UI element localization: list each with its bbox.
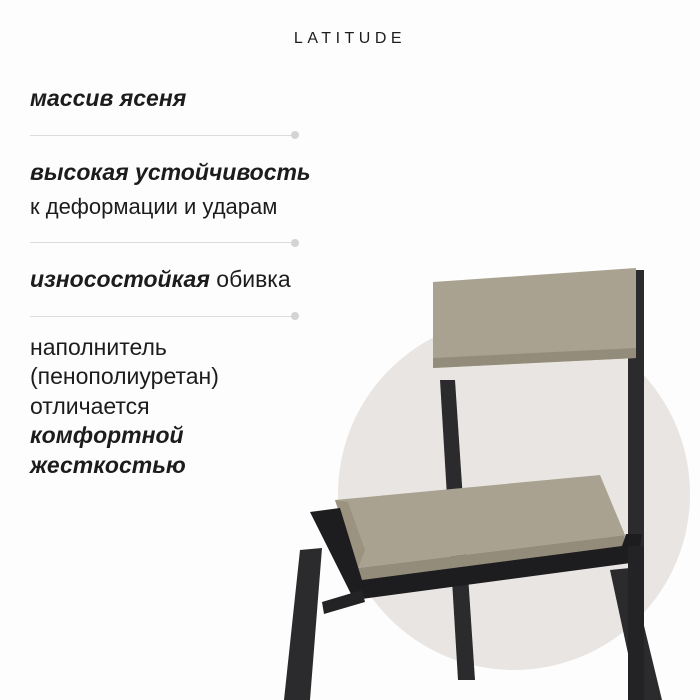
frame-leg-front-left — [284, 548, 322, 700]
feature-divider-1 — [30, 135, 295, 136]
feature-obivka-regular: обивка — [209, 266, 291, 292]
feature-divider-3 — [30, 316, 295, 317]
divider-dot-icon — [291, 312, 299, 320]
divider-dot-icon — [291, 131, 299, 139]
feature-list — [30, 78, 430, 480]
feature-item-napolnitel — [30, 333, 430, 480]
feature-massiv-text — [30, 78, 430, 119]
frame-leg-rear-right — [628, 546, 644, 700]
filler-line-3: отличается — [30, 392, 150, 419]
feature-ustoychivost-bold: высокая устойчивость — [30, 158, 311, 185]
feature-item-obivka — [30, 259, 430, 300]
filler-paragraph — [30, 333, 360, 480]
frame-stretcher — [322, 590, 365, 614]
feature-item-ustoychivost — [30, 152, 430, 226]
feature-ustoychivost-sub — [30, 193, 430, 227]
feature-obivka-text — [30, 259, 430, 300]
filler-line-4: комфортной — [30, 422, 184, 449]
filler-line-2: (пенополиуретан) — [30, 363, 219, 390]
divider-dot-icon — [291, 239, 299, 247]
filler-line-1: наполнитель — [30, 333, 167, 360]
feature-ustoychivost-text — [30, 152, 430, 193]
brand-logo: LATITUDE — [293, 30, 407, 47]
feature-ustoychivost-regular: к деформации и ударам — [30, 193, 278, 219]
feature-massiv-bold: массив ясеня — [30, 85, 187, 111]
feature-divider-2 — [30, 242, 295, 243]
feature-obivka-bold: износостойкая — [30, 266, 210, 292]
filler-line-5: жесткостью — [30, 451, 186, 478]
feature-item-massiv — [30, 78, 430, 119]
